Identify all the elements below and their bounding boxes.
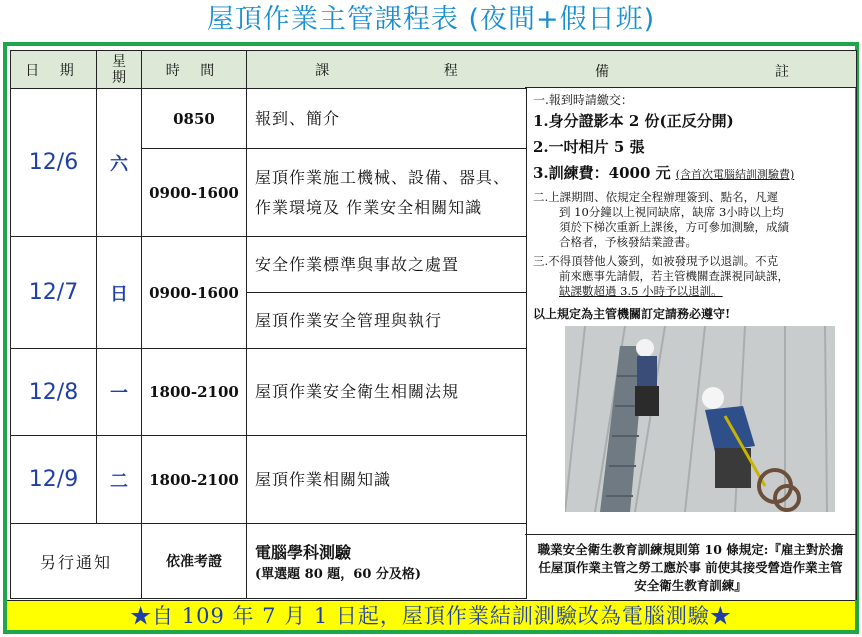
exam-time: 依准考證 <box>142 524 247 599</box>
notes-header-right: 註 <box>775 64 789 80</box>
table-row <box>11 89 527 149</box>
notes-item-id-copy: 1.身分證影本 2 份(正反分開) <box>533 112 734 130</box>
notes-item-fee-row <box>533 160 850 186</box>
notes-attendance-line: 到 10分鐘以上視同缺席，缺席 3小時以上均 <box>559 205 784 219</box>
notes-intro: 一.報到時請繳交： <box>533 93 633 107</box>
footer-banner: ★自 109 年 7 月 1 日起，屋頂作業結訓測驗改為電腦測驗★ <box>7 600 855 630</box>
weekday-cell: 六 <box>97 89 142 237</box>
time-cell: 0900-1600 <box>142 237 247 349</box>
header-weekday-bottom: 期 <box>112 69 126 86</box>
notes-emphasis: 以上規定為主管機關訂定請務必遵守! <box>533 307 731 321</box>
date-cell: 12/7 <box>11 237 97 349</box>
header-date: 日 期 <box>11 51 97 89</box>
course-cell: 屋頂作業安全衛生相關法規 <box>247 349 527 436</box>
exam-label: 另行通知 <box>11 524 142 599</box>
date-cell: 12/9 <box>11 436 97 524</box>
date-cell: 12/6 <box>11 89 97 237</box>
header-course-right: 程 <box>443 62 458 79</box>
weekday-cell: 二 <box>97 436 142 524</box>
course-cell: 安全作業標準與事故之處置 <box>247 237 527 293</box>
notes-item-photo: 2.一吋相片 5 張 <box>533 138 645 156</box>
time-cell: 1800-2100 <box>142 349 247 436</box>
notes-item-fee: 3.訓練費：4000 元 <box>533 164 671 182</box>
roof-worker-photo <box>565 326 835 512</box>
schedule-table <box>10 50 527 599</box>
time-cell: 0900-1600 <box>142 149 247 237</box>
header-weekday-top: 星 <box>112 53 126 70</box>
header-course-left: 課 <box>315 62 330 79</box>
table-row <box>11 436 527 524</box>
exam-course: 電腦學科測驗 <box>255 543 352 562</box>
regulation-note: 職業安全衛生教育訓練規則第 10 條規定:『雇主對於擔任屋頂作業主管之勞工應於事 前使其接受營造作業主管安全衛生教育訓練』 <box>525 534 857 600</box>
notes-header-left: 備 <box>595 64 609 80</box>
exam-row <box>11 524 527 599</box>
notes-substitution-line: 缺課數超過 3.5 小時予以退訓。 <box>559 284 723 298</box>
header-row <box>11 51 527 89</box>
weekday-cell: 一 <box>97 349 142 436</box>
notes-attendance-line: 須於下梯次重新上課後，方可參加測驗，成績 <box>559 220 789 234</box>
notes-substitution-line: 前來應事先請假，若主管機關查課視同缺課， <box>559 269 789 283</box>
course-cell: 屋頂作業相關知識 <box>247 436 527 524</box>
time-cell: 0850 <box>142 89 247 149</box>
notes-substitution <box>533 254 850 299</box>
page-title: 屋頂作業主管課程表 (夜間+假日班) <box>206 4 656 35</box>
header-time: 時 間 <box>142 51 247 89</box>
schedule-frame <box>3 42 859 634</box>
date-cell: 12/8 <box>11 349 97 436</box>
notes-attendance <box>533 190 850 250</box>
exam-course-cell <box>247 524 527 599</box>
exam-course-sub: (單選題 80 題，60 分及格) <box>255 567 422 582</box>
course-cell: 屋頂作業安全管理與執行 <box>247 293 527 349</box>
notes-item-fee-note: (含首次電腦結訓測驗費) <box>675 168 795 181</box>
notes-attendance-line: 合格者，予核發結業證書。 <box>559 235 697 249</box>
header-weekday <box>97 51 142 89</box>
roof-worker-illustration <box>565 326 835 512</box>
weekday-cell: 日 <box>97 237 142 349</box>
header-course <box>247 51 527 89</box>
table-row <box>11 237 527 293</box>
notes-panel <box>525 88 857 534</box>
course-cell: 屋頂作業施工機械、設備、器具、作業環境及 作業安全相關知識 <box>247 149 527 237</box>
course-cell: 報到、簡介 <box>247 89 527 149</box>
table-row <box>11 349 527 436</box>
notes-attendance-line: 二.上課期間、依規定全程辦理簽到、點名，凡遲 <box>533 190 779 204</box>
time-cell: 1800-2100 <box>142 436 247 524</box>
notes-header <box>525 50 857 88</box>
notes-substitution-line: 三.不得頂替他人簽到，如被發現予以退訓。不克 <box>533 254 779 268</box>
